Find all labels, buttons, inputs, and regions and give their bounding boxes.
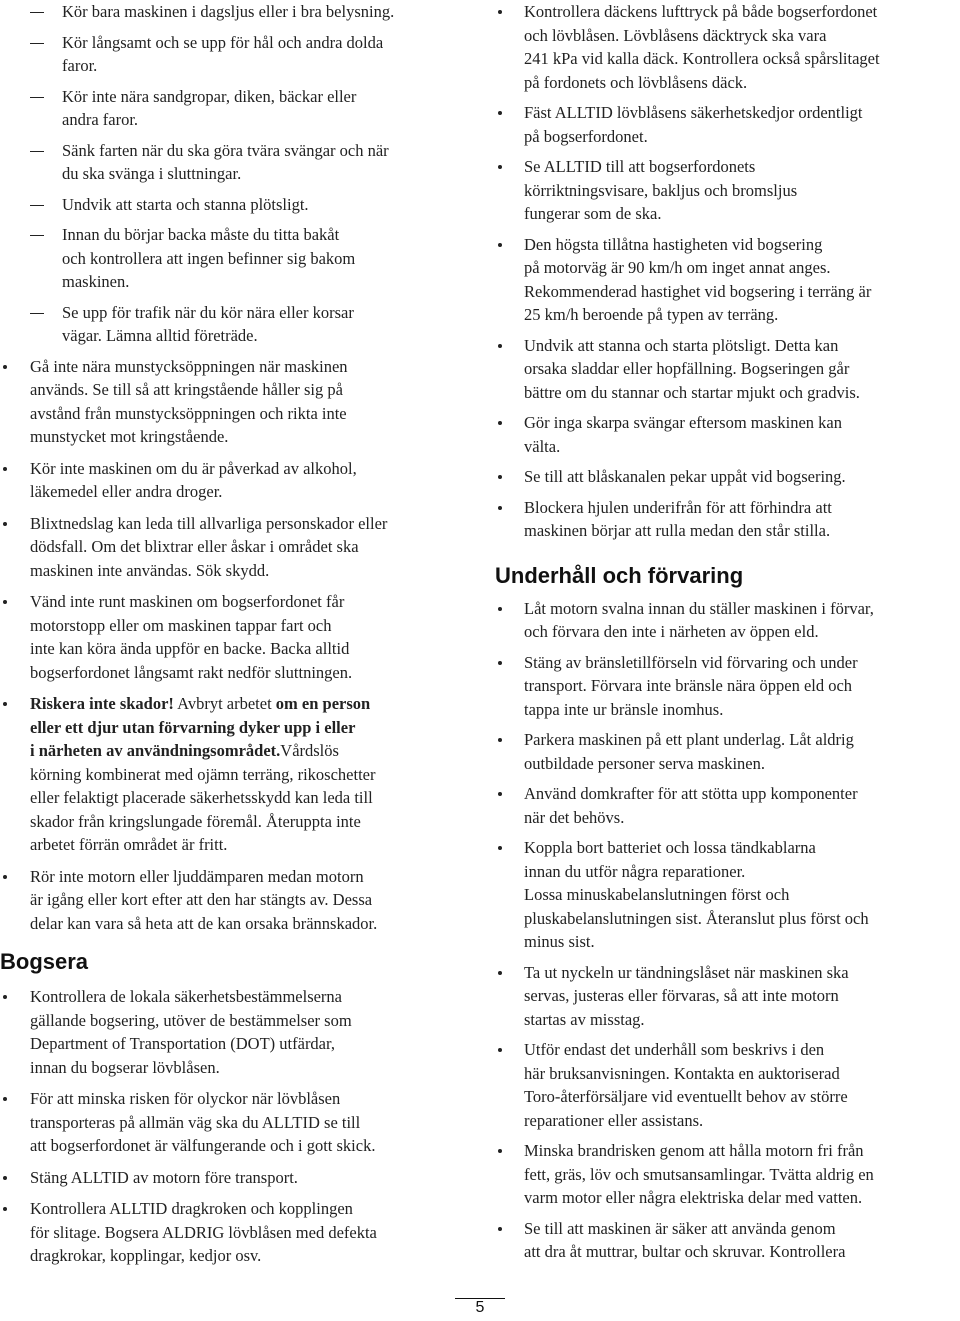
list-item (0, 457, 470, 504)
bullet-marker (498, 1149, 502, 1153)
list-item (0, 1197, 470, 1268)
list-item-text: Undvik att starta och stanna plötsligt. (62, 194, 309, 214)
list-item-text: Se upp för trafik när du kör nära eller korsar vägar. Lämna alltid företräde. (62, 302, 354, 345)
list-item-text: Fäst ALLTID lövblåsens säkerhetskedjor ordentligt på bogserfordonet. (524, 103, 863, 146)
list-item-text: Se till att maskinen är säker att använda genom att dra åt muttrar, bultar och skruvar. Kontrollera (524, 1218, 846, 1261)
list-item (0, 85, 470, 132)
section-heading-towing: Bogsera (0, 949, 89, 974)
list-item (495, 1217, 960, 1264)
bullet-marker (498, 1227, 502, 1231)
bullet-marker (3, 1176, 7, 1180)
list-item-text: Rör inte motorn eller ljuddämparen medan motorn är igång eller kort efter att den har stängts av. Dessa delar kan vara så heta att de kan orsaka brännskador. (30, 866, 378, 933)
list-item (0, 139, 470, 186)
bullet-marker (498, 10, 502, 14)
warning-bold-text: Riskera inte skador! (30, 694, 174, 713)
list-item (495, 155, 960, 226)
list-item-text: Låt motorn svalna innan du ställer maskinen i förvar, och förvara den inte i närheten av öppen eld. (524, 598, 874, 641)
bullet-marker (498, 165, 502, 169)
list-item-text: Sänk farten när du ska göra tvära svängar och när du ska svänga i sluttningar. (62, 140, 389, 183)
bullet-marker (498, 738, 502, 742)
list-item (0, 1166, 470, 1190)
list-item-text: Använd domkrafter för att stötta upp komponenter när det behövs. (524, 784, 858, 827)
list-item (0, 355, 470, 449)
list-item (0, 223, 470, 294)
list-item-text: Stäng av bränsletillförseln vid förvaring och under transport. Förvara inte bränsle nära öppen eld och tappa inte ur bränsle inomhus. (524, 652, 858, 719)
list-item (0, 865, 470, 936)
dash-marker (30, 43, 44, 44)
bullet-marker (3, 467, 7, 471)
list-item (0, 31, 470, 78)
dash-marker (30, 313, 44, 314)
list-item (495, 411, 960, 458)
dash-marker (30, 12, 44, 13)
bullet-marker (3, 1207, 7, 1211)
list-item (495, 782, 960, 829)
dash-marker (30, 97, 44, 98)
list-item (495, 101, 960, 148)
dash-marker (30, 151, 44, 152)
list-item-text: Undvik att stanna och starta plötsligt. Detta kan orsaka sladdar eller hopfällning. Bogseringen går bättre om du stannar och startar mjukt och gradvis. (524, 335, 860, 402)
list-item-text: Blockera hjulen underifrån för att förhindra att maskinen börjar att rulla medan den står stilla. (524, 497, 832, 540)
list-item (0, 590, 470, 684)
list-item-text: Kör bara maskinen i dagsljus eller i bra belysning. (62, 2, 395, 21)
list-item (0, 301, 470, 348)
list-item-text: Koppla bort batteriet och lossa tändkablarna innan du utför några reparationer. Lossa minuskabelanslutningen först och pluskabelanslutningen sist. Återanslut plus först och minus sist. (524, 838, 869, 951)
bullet-marker (3, 995, 7, 999)
list-item (495, 961, 960, 1032)
right-column (495, 0, 960, 1271)
list-item-text: Den högsta tillåtna hastigheten vid bogsering på motorväg är 90 km/h om inget annat anges. Rekommenderad hastighet vid bogsering i terräng är 25 km/h beroende på typen av terräng. (524, 234, 872, 324)
bullet-marker (3, 875, 7, 879)
list-item-text: Minska brandrisken genom att hålla motorn fri från fett, gräs, löv och smutsansamlingar. Tvätta aldrig en varm motor eller några elektriska delar med vatten. (524, 1141, 874, 1207)
list-item (495, 728, 960, 775)
bullet-marker (3, 1097, 7, 1101)
list-item (495, 465, 960, 489)
bullet-marker (498, 506, 502, 510)
list-item-text: Kör inte nära sandgropar, diken, bäckar eller andra faror. (62, 86, 357, 129)
list-item (0, 985, 470, 1079)
list-item-text: Kontrollera de lokala säkerhetsbestämmelserna gällande bogsering, utöver de bestämmelser som Department of Transportation (DOT) utfärdar, innan du bogserar lövblåsen. (30, 987, 352, 1077)
dash-marker (30, 205, 44, 206)
list-item-text: Kontrollera ALLTID dragkroken och kopplingen för slitage. Bogsera ALDRIG lövblåsen med defekta dragkrokar, kopplingar, kedjor osv. (30, 1199, 377, 1265)
section-heading-maintenance: Underhåll och förvaring (495, 562, 744, 588)
list-item-text: Kontrollera däckens lufttryck på både bogserfordonet och lövblåsen. Lövblåsens däcktryck ska vara 241 kPa vid kalla däck. Kontrollera också spårslitaget på fordonets och lövblåsens däck. (524, 2, 880, 92)
bullet-marker (498, 607, 502, 611)
bullet-marker (498, 846, 502, 850)
list-item (495, 334, 960, 405)
bullet-marker (498, 421, 502, 425)
bullet-marker (498, 344, 502, 348)
page-number: 5 (475, 1299, 485, 1316)
list-item (495, 1139, 960, 1210)
list-item-text: Parkera maskinen på ett plant underlag. Låt aldrig outbildade personer serva maskinen. (524, 730, 854, 773)
maintenance-bullet-list (495, 597, 960, 1264)
list-item-text: Blixtnedslag kan leda till allvarliga personskador eller dödsfall. Om det blixtrar eller åskar i området ska maskinen inte användas. Sök skydd. (30, 513, 388, 580)
injury-warning-item (0, 692, 470, 857)
list-item (495, 651, 960, 722)
list-item-text: Vänd inte runt maskinen om bogserfordonet får motorstopp eller om maskinen tappar fart och inte kan köra ända uppför en backe. Backa alltid bogserfordonet långsamt rakt nedför sluttningen. (30, 592, 353, 682)
bullet-marker (3, 702, 7, 706)
warning-normal-text: Vårdslös körning kombinerat med ojämn terräng, rikoschetter eller felaktigt placerade säkerhetsskydd kan leda till skador från kringslungade föremål. Återuppta inte arbetet förrän området är fritt. (30, 741, 376, 854)
bullet-marker (3, 365, 7, 369)
bullet-marker (498, 1048, 502, 1052)
list-item-text: Gör inga skarpa svängar eftersom maskinen kan välta. (524, 413, 842, 456)
list-item (495, 597, 960, 644)
list-item (0, 193, 470, 217)
list-item (495, 233, 960, 327)
left-column (0, 0, 470, 1276)
list-item-text: Stäng ALLTID av motorn före transport. (30, 1167, 298, 1187)
warning-bold-text: om en person eller ett djur utan förvarning dyker upp i eller i närheten av användningsområdet. (30, 694, 371, 760)
list-item (495, 1038, 960, 1132)
list-item (495, 496, 960, 543)
dash-marker (30, 235, 44, 236)
towing-bullet-list (0, 985, 470, 1268)
list-item-text: För att minska risken för olyckor när lövblåsen transporteras på allmän väg ska du ALLTID se till att bogserfordonet är välfungerande och i gott skick. (30, 1089, 376, 1155)
list-item-text: Utför endast det underhåll som beskrivs i den här bruksanvisningen. Kontakta en auktoriserad Toro-återförsäljare vid eventuellt behov av större reparationer eller assistans. (524, 1040, 848, 1130)
bullet-marker (498, 792, 502, 796)
bullet-marker (498, 661, 502, 665)
list-item (495, 836, 960, 954)
bullet-marker (3, 600, 7, 604)
list-item (0, 1087, 470, 1158)
warning-normal-text: Avbryt arbetet (173, 694, 276, 713)
safety-subitem-list (0, 0, 470, 348)
list-item-text: Innan du börjar backa måste du titta bakåt och kontrollera att ingen befinner sig bakom maskinen. (62, 225, 356, 291)
safety-bullet-list (0, 355, 470, 936)
bullet-marker (498, 475, 502, 479)
list-item (0, 512, 470, 583)
list-item (0, 0, 470, 24)
bullet-marker (498, 971, 502, 975)
injury-warning-text (30, 692, 470, 857)
bullet-marker (3, 522, 7, 526)
bullet-marker (498, 111, 502, 115)
list-item-text: Kör långsamt och se upp för hål och andra dolda faror. (62, 32, 384, 75)
towing-bullet-list-continued (495, 0, 960, 543)
list-item-text: Kör inte maskinen om du är påverkad av alkohol, läkemedel eller andra droger. (30, 458, 357, 501)
bullet-marker (498, 243, 502, 247)
list-item-text: Se ALLTID till att bogserfordonets körriktningsvisare, bakljus och bromsljus fungerar som de ska. (524, 157, 798, 223)
list-item-text: Se till att blåskanalen pekar uppåt vid bogsering. (524, 467, 846, 486)
list-item-text: Gå inte nära munstycksöppningen när maskinen används. Se till så att kringstående håller sig på avstånd från munstycksöppningen och rikta inte munstycket mot kringstående. (30, 356, 348, 446)
list-item-text: Ta ut nyckeln ur tändningslåset när maskinen ska servas, justeras eller förvaras, så att inte motorn startas av misstag. (524, 962, 849, 1029)
list-item (495, 0, 960, 94)
